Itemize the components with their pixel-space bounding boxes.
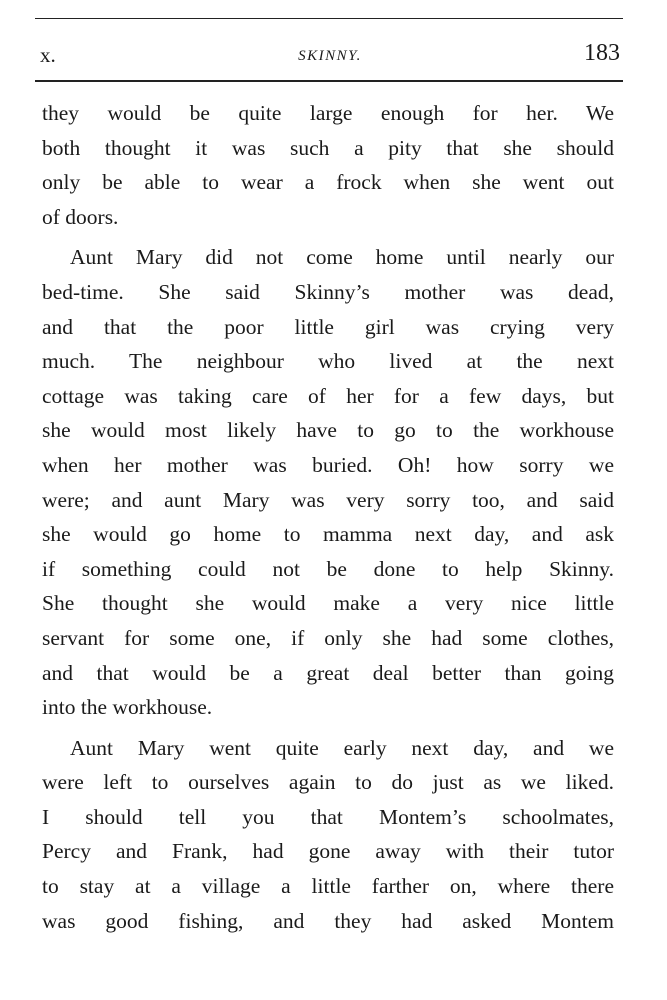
text-line: I should tell you that Montem’s schoolmates, bbox=[42, 804, 614, 829]
text-line: cottage was taking care of her for a few days, but bbox=[42, 383, 614, 408]
text-line: bed-time. She said Skinny’s mother was dead, bbox=[42, 279, 614, 304]
text-line: She thought she would make a very nice little bbox=[42, 591, 614, 616]
running-header bbox=[40, 40, 620, 74]
paragraph bbox=[42, 731, 614, 939]
text-line: to stay at a village a little farther on, where there bbox=[42, 874, 614, 899]
text-line: when her mother was buried. Oh! how sorry we bbox=[42, 452, 614, 477]
page-number: 183 bbox=[584, 40, 620, 66]
text-line: Aunt Mary did not come home until nearly our bbox=[70, 245, 614, 270]
text-line: servant for some one, if only she had some clothes, bbox=[42, 625, 614, 650]
text-line: if something could not be done to help Skinny. bbox=[42, 556, 614, 581]
chapter-number: x. bbox=[40, 43, 56, 67]
text-line: Aunt Mary went quite early next day, and we bbox=[70, 735, 614, 760]
paragraph bbox=[42, 96, 614, 234]
paragraph bbox=[42, 240, 614, 724]
header-bottom-rule bbox=[35, 80, 623, 82]
header-top-rule bbox=[35, 18, 623, 19]
text-line: were left to ourselves again to do just as we liked. bbox=[42, 770, 614, 795]
text-line: was good fishing, and they had asked Montem bbox=[42, 908, 614, 933]
text-line: into the workhouse. bbox=[42, 695, 213, 720]
text-line: of doors. bbox=[42, 204, 119, 229]
running-title: SKINNY. bbox=[298, 48, 362, 64]
text-line: Percy and Frank, had gone away with their tutor bbox=[42, 839, 614, 864]
text-line: were; and aunt Mary was very sorry too, and said bbox=[42, 487, 614, 512]
text-line: she would go home to mamma next day, and ask bbox=[42, 522, 614, 547]
text-line: they would be quite large enough for her. We bbox=[42, 101, 614, 125]
text-line: much. The neighbour who lived at the next bbox=[42, 349, 614, 374]
text-line: she would most likely have to go to the workhouse bbox=[42, 418, 614, 443]
text-line: and that the poor little girl was crying very bbox=[42, 314, 614, 339]
body-text bbox=[42, 96, 614, 944]
text-line: both thought it was such a pity that she should bbox=[42, 135, 614, 160]
text-line: and that would be a great deal better than going bbox=[42, 660, 614, 685]
text-line: only be able to wear a frock when she went out bbox=[42, 170, 614, 195]
